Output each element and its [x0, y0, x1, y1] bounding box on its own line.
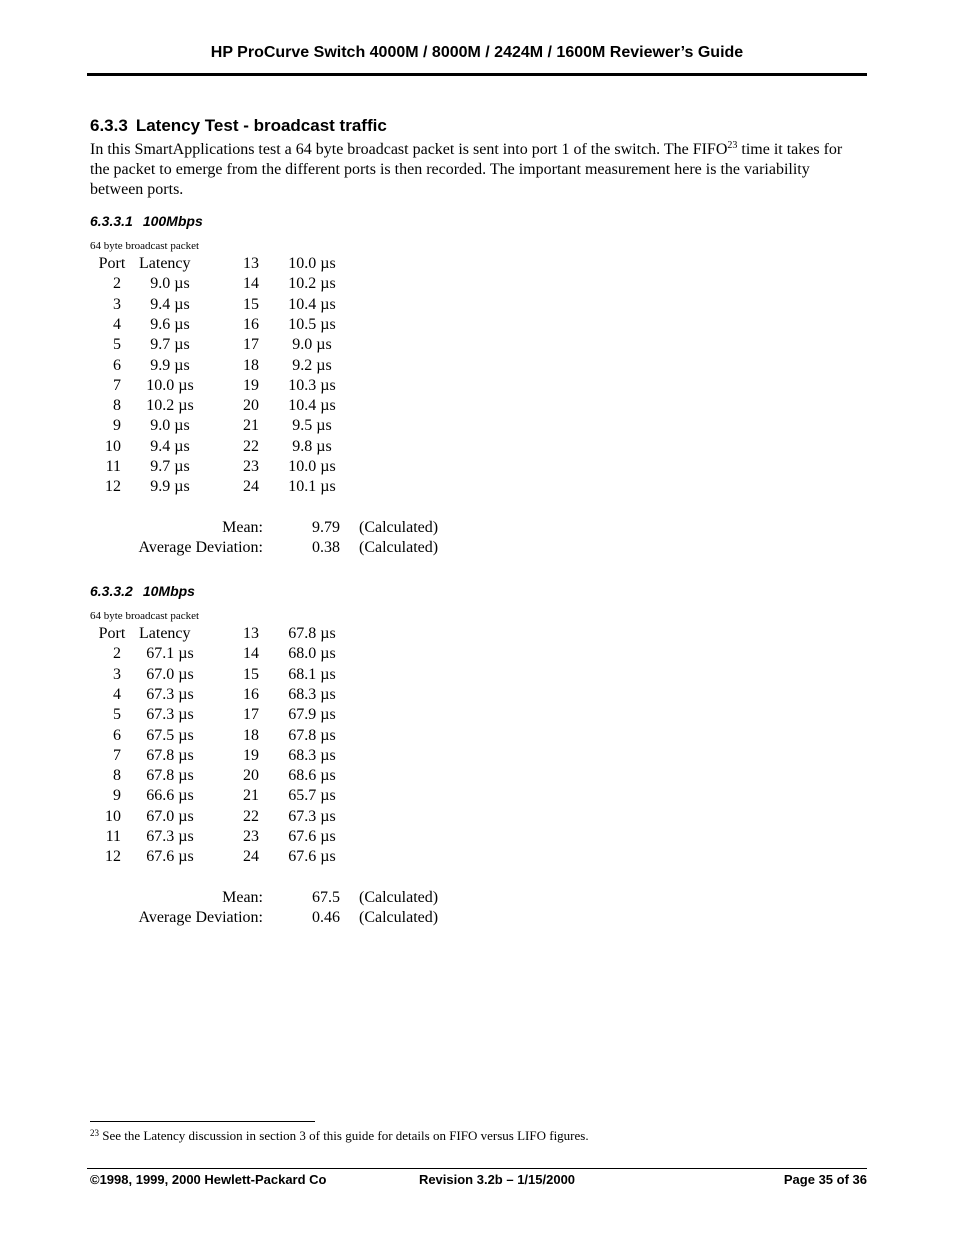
latency-value: 68.3 µs: [288, 747, 336, 764]
port-number: 19: [243, 377, 259, 394]
latency-value: 67.8 µs: [288, 625, 336, 642]
latency-value: 9.0 µs: [150, 275, 190, 292]
subsection-title: 100Mbps: [142, 213, 203, 229]
port-number: 5: [113, 706, 121, 723]
latency-value: 10.0 µs: [288, 255, 336, 272]
port-number: 10: [105, 438, 121, 455]
latency-value: 10.2 µs: [146, 397, 194, 414]
latency-value: 66.6 µs: [146, 787, 194, 804]
footer-revision: Revision 3.2b – 1/15/2000: [418, 1172, 576, 1187]
footnote-reference: 23: [727, 140, 738, 151]
latency-value: 10.1 µs: [288, 478, 336, 495]
latency-value: 10.5 µs: [288, 316, 336, 333]
latency-value: 10.4 µs: [288, 296, 336, 313]
subsection-title: 10Mbps: [142, 583, 195, 599]
latency-value: 67.0 µs: [146, 808, 194, 825]
port-number: 20: [243, 767, 259, 784]
column-header-latency: Latency: [139, 255, 191, 272]
mean-value: 9.79: [312, 519, 340, 536]
latency-value: 67.3 µs: [146, 706, 194, 723]
footer-divider: [87, 1168, 867, 1169]
port-number: 14: [243, 645, 259, 662]
footnote-marker: 23: [90, 1128, 99, 1138]
subsection-heading-100mbps: [90, 213, 203, 229]
latency-value: 68.0 µs: [288, 645, 336, 662]
port-number: 14: [243, 275, 259, 292]
port-number: 7: [113, 377, 121, 394]
latency-value: 67.8 µs: [288, 727, 336, 744]
latency-value: 68.6 µs: [288, 767, 336, 784]
port-number: 21: [243, 417, 259, 434]
port-number: 7: [113, 747, 121, 764]
port-number: 12: [105, 478, 121, 495]
footnote: [90, 1128, 589, 1144]
latency-value: 9.7 µs: [150, 458, 190, 475]
table-caption: 64 byte broadcast packet: [90, 240, 200, 252]
port-number: 22: [243, 808, 259, 825]
deviation-note: (Calculated): [359, 539, 439, 556]
latency-value: 10.3 µs: [288, 377, 336, 394]
latency-value: 9.4 µs: [150, 438, 190, 455]
latency-value: 9.9 µs: [150, 357, 190, 374]
latency-value: 9.6 µs: [150, 316, 190, 333]
port-number: 9: [113, 417, 121, 434]
latency-value: 9.8 µs: [292, 438, 332, 455]
port-number: 5: [113, 336, 121, 353]
port-number: 13: [243, 255, 259, 272]
deviation-note: (Calculated): [359, 909, 439, 926]
subsection-heading-10mbps: [90, 583, 195, 599]
subsection-number: 6.3.3.1: [90, 213, 133, 229]
port-number: 9: [113, 787, 121, 804]
latency-value: 67.5 µs: [146, 727, 194, 744]
latency-value: 68.3 µs: [288, 686, 336, 703]
column-header-port: Port: [98, 625, 126, 642]
page-header-title: HP ProCurve Switch 4000M / 8000M / 2424M / 1600M Reviewer’s Guide: [210, 44, 744, 61]
latency-value: 68.1 µs: [288, 666, 336, 683]
latency-value: 9.0 µs: [292, 336, 332, 353]
latency-value: 10.0 µs: [146, 377, 194, 394]
port-number: 4: [113, 686, 121, 703]
latency-value: 10.2 µs: [288, 275, 336, 292]
intro-text-continued: time it takes for the packet to emerge from the different ports is then recorded. The important measurement here is the variability between ports.: [90, 141, 843, 198]
port-number: 2: [113, 275, 121, 292]
latency-value: 67.1 µs: [146, 645, 194, 662]
latency-value: 9.7 µs: [150, 336, 190, 353]
header-divider: [87, 73, 867, 76]
column-header-latency: Latency: [139, 625, 191, 642]
port-number: 3: [113, 296, 121, 313]
mean-note: (Calculated): [359, 519, 439, 536]
latency-value: 67.3 µs: [146, 686, 194, 703]
port-number: 10: [105, 808, 121, 825]
deviation-value: 0.38: [312, 539, 340, 556]
port-number: 24: [243, 478, 259, 495]
mean-note: (Calculated): [359, 889, 439, 906]
latency-value: 67.6 µs: [288, 848, 336, 865]
latency-value: 65.7 µs: [288, 787, 336, 804]
deviation-value: 0.46: [312, 909, 340, 926]
latency-value: 9.4 µs: [150, 296, 190, 313]
port-number: 2: [113, 645, 121, 662]
footnote-divider: [90, 1121, 315, 1122]
section-number: 6.3.3: [90, 116, 128, 135]
deviation-label: Average Deviation:: [138, 909, 263, 926]
latency-value: 67.0 µs: [146, 666, 194, 683]
port-number: 21: [243, 787, 259, 804]
port-number: 19: [243, 747, 259, 764]
port-number: 6: [113, 357, 121, 374]
port-number: 18: [243, 727, 259, 744]
port-number: 17: [243, 706, 259, 723]
port-number: 8: [113, 397, 121, 414]
table-caption: 64 byte broadcast packet: [90, 610, 200, 622]
port-number: 6: [113, 727, 121, 744]
deviation-label: Average Deviation:: [138, 539, 263, 556]
latency-value: 67.8 µs: [146, 767, 194, 784]
port-number: 13: [243, 625, 259, 642]
mean-value: 67.5: [312, 889, 340, 906]
port-number: 16: [243, 316, 259, 333]
intro-text: In this SmartApplications test a 64 byte broadcast packet is sent into port 1 of the switch. The FIFO: [90, 141, 728, 158]
latency-value: 67.6 µs: [288, 828, 336, 845]
subsection-number: 6.3.3.2: [90, 583, 133, 599]
latency-value: 9.2 µs: [292, 357, 332, 374]
port-number: 22: [243, 438, 259, 455]
port-number: 3: [113, 666, 121, 683]
footer-copyright: ©1998, 1999, 2000 Hewlett-Packard Co: [90, 1172, 327, 1187]
port-number: 23: [243, 828, 259, 845]
port-number: 24: [243, 848, 259, 865]
port-number: 20: [243, 397, 259, 414]
latency-value: 67.3 µs: [288, 808, 336, 825]
port-number: 11: [105, 828, 121, 845]
latency-value: 67.3 µs: [146, 828, 194, 845]
latency-value: 9.9 µs: [150, 478, 190, 495]
mean-label: Mean:: [222, 519, 263, 536]
section-heading: [90, 116, 387, 136]
port-number: 16: [243, 686, 259, 703]
port-number: 15: [243, 666, 259, 683]
port-number: 4: [113, 316, 121, 333]
latency-value: 10.4 µs: [288, 397, 336, 414]
latency-value: 67.9 µs: [288, 706, 336, 723]
port-number: 8: [113, 767, 121, 784]
port-number: 15: [243, 296, 259, 313]
port-number: 11: [105, 458, 121, 475]
port-number: 12: [105, 848, 121, 865]
latency-value: 9.0 µs: [150, 417, 190, 434]
latency-value: 67.6 µs: [146, 848, 194, 865]
footnote-text: See the Latency discussion in section 3 of this guide for details on FIFO versus LIFO figures.: [99, 1128, 589, 1143]
latency-value: 67.8 µs: [146, 747, 194, 764]
intro-paragraph: [90, 140, 860, 200]
footer-page-number: Page 35 of 36: [783, 1172, 867, 1187]
port-number: 17: [243, 336, 259, 353]
latency-value: 10.0 µs: [288, 458, 336, 475]
port-number: 18: [243, 357, 259, 374]
latency-value: 9.5 µs: [292, 417, 332, 434]
column-header-port: Port: [98, 255, 126, 272]
mean-label: Mean:: [222, 889, 263, 906]
port-number: 23: [243, 458, 259, 475]
section-title: Latency Test - broadcast traffic: [135, 116, 387, 135]
